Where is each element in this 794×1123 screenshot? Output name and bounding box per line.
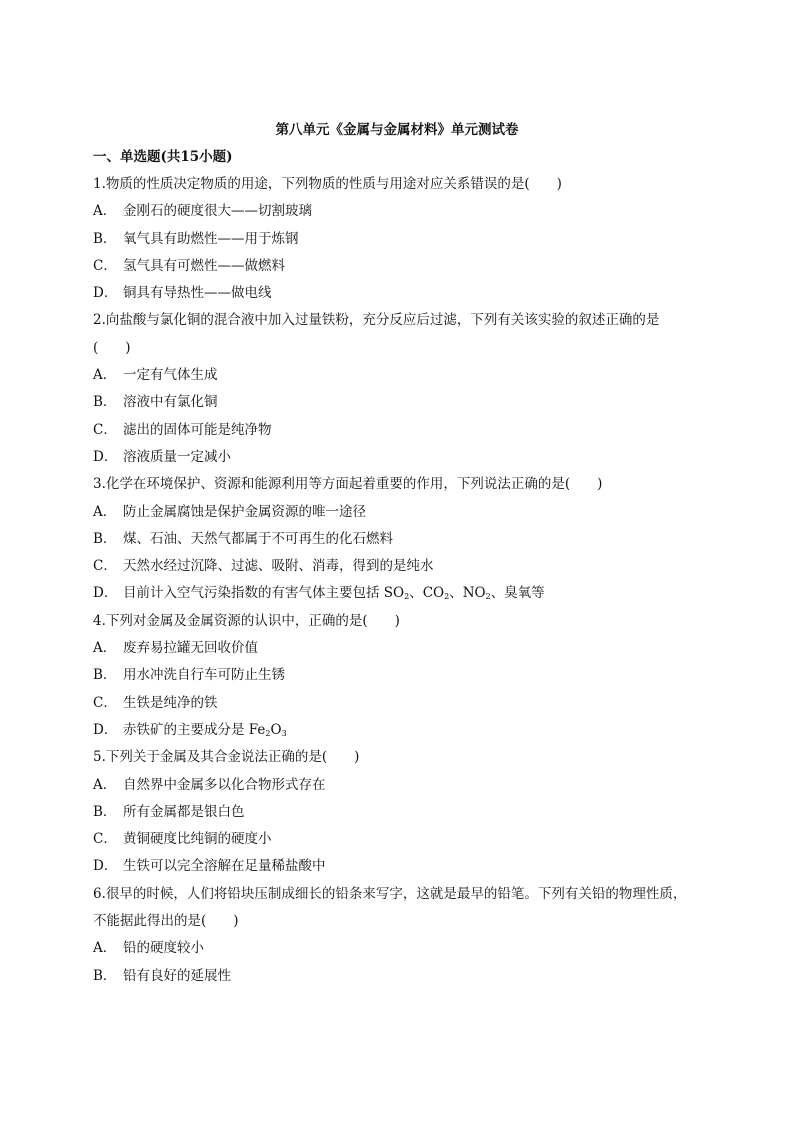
option-letter: B． [93, 967, 117, 984]
option-item [93, 583, 705, 610]
option-text: 自然界中金属多以化合物形式存在 [123, 776, 326, 793]
option-letter: D． [93, 448, 118, 465]
question-stem: 5.下列关于金属及其合金说法正确的是( ) [93, 749, 360, 766]
option-item [93, 829, 705, 856]
option-text: 所有金属都是银白色 [123, 803, 245, 820]
option-text: 金刚石的硬度很大——切割玻璃 [123, 203, 312, 220]
option-letter: A． [93, 640, 117, 657]
question-stem: 6.很早的时候，人们将铅块压制成细长的铅条来写字，这就是最早的铅笔。下列有关铅的物理性质， [93, 885, 687, 902]
option-item [93, 529, 705, 556]
option-text: 一定有气体生成 [123, 367, 218, 384]
option-item [93, 938, 705, 965]
option-text: 防止金属腐蚀是保护金属资源的唯一途径 [123, 503, 366, 520]
option-item [93, 638, 705, 665]
option-text: 氧气具有助燃性——用于炼钢 [123, 230, 299, 247]
option-letter: C． [93, 558, 117, 575]
option-letter: C． [93, 831, 117, 848]
question-stem: 3.化学在环境保护、资源和能源利用等方面起着重要的作用，下列说法正确的是( ) [93, 476, 603, 493]
option-text: 铅有良好的延展性 [123, 967, 231, 984]
option-letter: B． [93, 530, 117, 547]
option-letter: C． [93, 694, 117, 711]
option-text [123, 722, 287, 738]
formula-text: O [270, 721, 282, 738]
option-item [93, 420, 705, 447]
option-item [93, 556, 705, 583]
page-title: 第八单元《金属与金属材料》单元测试卷 [275, 122, 519, 138]
option-letter: D． [93, 585, 118, 602]
option-text: 生铁是纯净的铁 [123, 694, 218, 711]
option-text: 天然水经过沉降、过滤、吸附、消毒，得到的是纯水 [123, 558, 434, 575]
option-item [93, 365, 705, 392]
formula-text: 、CO [409, 585, 445, 602]
question-stem: 2.向盐酸与氯化铜的混合液中加入过量铁粉，充分反应后过滤，下列有关该实验的叙述正确的是 [93, 312, 660, 329]
formula-text: 、臭氧等 [490, 585, 545, 602]
option-text: 溶液质量一定减小 [123, 448, 231, 465]
option-letter: D． [93, 721, 118, 738]
option-letter: A． [93, 940, 117, 957]
option-letter: B． [93, 394, 117, 411]
subscript: 2 [444, 592, 450, 602]
option-letter: B． [93, 803, 117, 820]
option-item [93, 966, 705, 993]
option-text: 黄铜硬度比纯铜的硬度小 [123, 831, 272, 848]
formula-text: 目前计入空气污染指数的有害气体主要包括 SO [123, 585, 405, 602]
option-text: 溶液中有氯化铜 [123, 394, 218, 411]
option-item [93, 775, 705, 802]
option-text: 用水冲洗自行车可防止生锈 [123, 667, 285, 684]
option-text: 氢气具有可燃性——做燃料 [123, 257, 285, 274]
option-text: 生铁可以完全溶解在足量稀盐酸中 [123, 858, 326, 875]
subscript: 2 [265, 728, 271, 738]
question-list [93, 174, 705, 993]
option-item [93, 856, 705, 883]
option-letter: C． [93, 421, 117, 438]
formula-text: 赤铁矿的主要成分是 Fe [123, 721, 266, 738]
question-stem-continuation: ( ) [93, 339, 131, 356]
option-text: 煤、石油、天然气都属于不可再生的化石燃料 [123, 530, 393, 547]
option-item [93, 665, 705, 692]
option-item [93, 392, 705, 419]
subscript: 3 [281, 728, 287, 738]
option-item [93, 693, 705, 720]
option-letter: D． [93, 285, 118, 302]
option-text [123, 585, 545, 601]
option-letter: A． [93, 503, 117, 520]
option-letter: B． [93, 230, 117, 247]
option-text: 铜具有导热性——做电线 [123, 285, 272, 302]
question-stem-continuation: 不能据此得出的是( ) [93, 913, 239, 930]
option-item [93, 447, 705, 474]
section-heading: 一、单选题(共15小题) [93, 149, 233, 165]
option-item [93, 229, 705, 256]
question-stem: 1.物质的性质决定物质的用途，下列物质的性质与用途对应关系错误的是( ) [93, 176, 562, 192]
option-item [93, 502, 705, 529]
option-item [93, 802, 705, 829]
option-item [93, 201, 705, 228]
option-text: 滤出的固体可能是纯净物 [123, 421, 272, 438]
option-letter: C． [93, 257, 117, 274]
formula-text: 、NO [449, 585, 486, 602]
option-letter: D． [93, 858, 118, 875]
option-text: 废弃易拉罐无回收价值 [123, 640, 258, 657]
option-letter: A． [93, 367, 117, 384]
option-letter: B． [93, 667, 117, 684]
option-letter: A． [93, 776, 117, 793]
question-stem: 4.下列对金属及金属资源的认识中，正确的是( ) [93, 612, 400, 629]
option-item [93, 720, 705, 747]
option-text: 铅的硬度较小 [123, 940, 204, 957]
option-item [93, 283, 705, 310]
option-item [93, 256, 705, 283]
option-letter: A． [93, 203, 117, 220]
subscript: 2 [404, 592, 410, 602]
subscript: 2 [485, 592, 491, 602]
